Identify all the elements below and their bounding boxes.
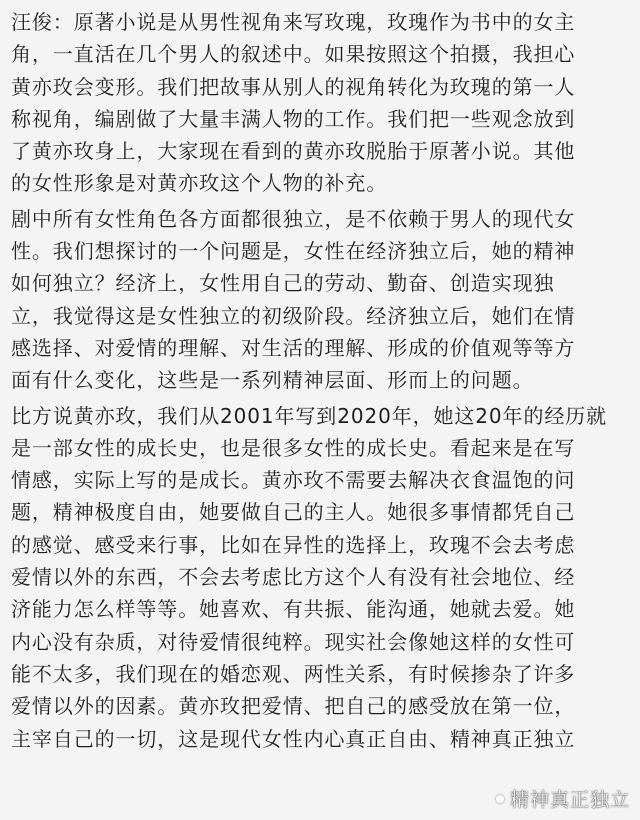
- text-line: 能不太多，我们现在的婚恋观、两性关系，有时候掺杂了许多: [11, 661, 576, 686]
- watermark-text: 精神真正独立: [509, 789, 630, 811]
- text-line: 的女性形象是对黄亦玫这个人物的补充。: [11, 171, 388, 196]
- paragraph-1: [11, 6, 629, 200]
- text-line: 是一部女性的成长史，也是很多女性的成长史。看起来是在写: [11, 435, 576, 460]
- text-line: 如何独立？经济上，女性用自己的劳动、勤奋、创造实现独: [11, 271, 555, 296]
- text-line: 情感，实际上写的是成长。黄亦玫不需要去解决衣食温饱的问: [11, 468, 576, 493]
- text-line: 感选择、对爱情的理解、对生活的理解、形成的价值观等等方: [11, 335, 576, 360]
- text-line: 主宰自己的一切，这是现代女性内心真正自由、精神真正独立: [11, 726, 576, 751]
- source-watermark: [496, 785, 630, 812]
- text-line: 爱情以外的因素。黄亦玫把爱情、把自己的感受放在第一位，: [11, 694, 576, 719]
- paragraph-3: [11, 400, 629, 755]
- text-line: 角，一直活在几个男人的叙述中。如果按照这个拍摄，我担心: [11, 42, 576, 67]
- text-line: 比方说黄亦玫，我们从2001年写到2020年，她这20年的经历就: [11, 403, 608, 428]
- text-line: 黄亦玫会变形。我们把故事从别人的视角转化为玫瑰的第一人: [11, 74, 576, 99]
- text-line: 汪俊：原著小说是从男性视角来写玫瑰，玫瑰作为书中的女主: [11, 10, 576, 34]
- text-line: 了黄亦玫身上，大家现在看到的黄亦玫脱胎于原著小说。其他: [11, 139, 576, 164]
- text-line: 的感觉、感受来行事，比如在异性的选择上，玫瑰不会去考虑: [11, 532, 576, 557]
- text-line: 题，精神极度自由，她要做自己的主人。她很多事情都凭自己: [11, 500, 576, 525]
- text-line: 面有什么变化，这些是一系列精神层面、形而上的问题。: [11, 368, 534, 393]
- text-line: 济能力怎么样等等。她喜欢、有共振、能沟通，她就去爱。她: [11, 597, 576, 622]
- paragraph-2: [11, 203, 629, 397]
- text-line: 称视角，编剧做了大量丰满人物的工作。我们把一些观念放到: [11, 106, 576, 131]
- text-line: 内心没有杂质，对待爱情很纯粹。现实社会像她这样的女性可: [11, 629, 576, 654]
- text-line: 爱情以外的东西，不会去考虑比方这个人有没有社会地位、经: [11, 565, 576, 590]
- watermark-dot-icon: [496, 795, 504, 803]
- text-line: 立，我觉得这是女性独立的初级阶段。经济独立后，她们在情: [11, 303, 576, 328]
- text-line: 剧中所有女性角色各方面都很独立，是不依赖于男人的现代女: [11, 206, 576, 231]
- text-line: 性。我们想探讨的一个问题是，女性在经济独立后，她的精神: [11, 239, 576, 264]
- article-body: [11, 6, 629, 755]
